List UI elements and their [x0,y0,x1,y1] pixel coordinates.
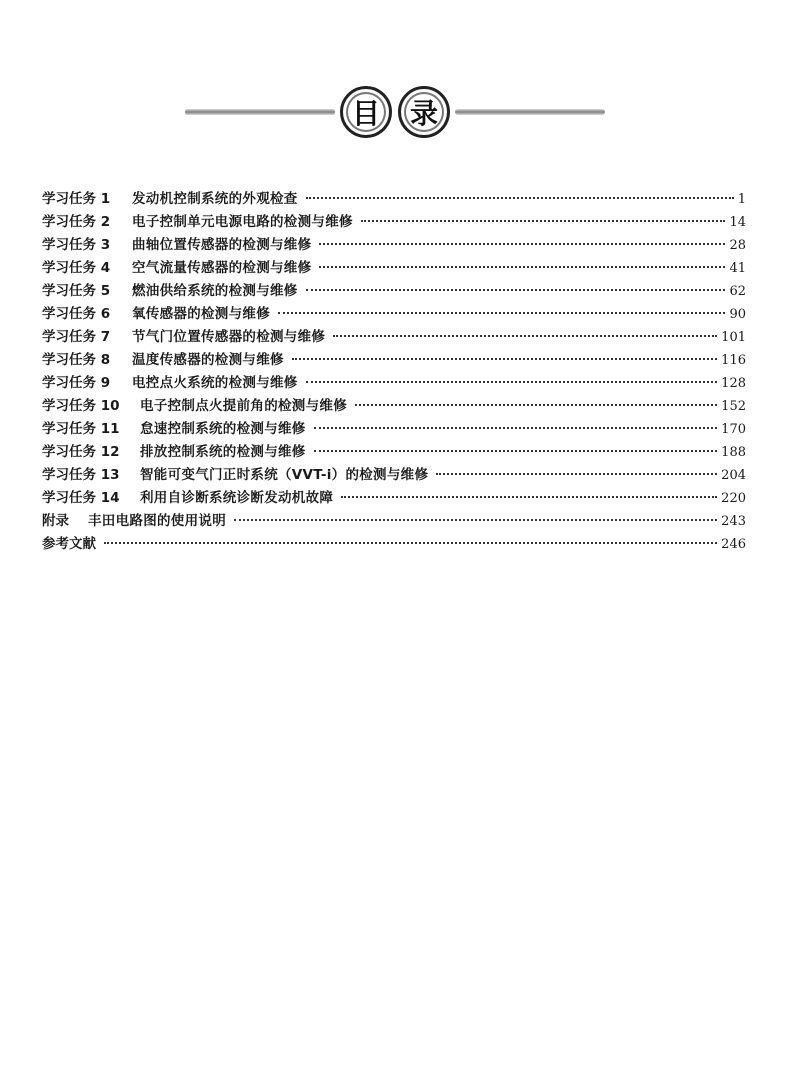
entry-page-number: 1 [737,192,746,207]
toc-entry[interactable] [42,349,746,372]
dot-leader [314,450,718,452]
entry-label: 学习任务 13 [42,467,120,483]
entry-page-number: 220 [721,491,746,506]
toc-entry[interactable] [42,188,746,211]
toc-entry[interactable] [42,533,746,556]
entry-title: 电子控制单元电源电路的检测与维修 [132,214,353,230]
entry-page-number: 188 [721,445,746,460]
entry-title: 节气门位置传感器的检测与维修 [132,329,326,345]
entry-title: 曲轴位置传感器的检测与维修 [132,237,312,253]
entry-page-number: 128 [721,376,746,391]
entry-label: 学习任务 14 [42,490,120,506]
entry-label: 学习任务 8 [42,352,111,368]
entry-title: 空气流量传感器的检测与维修 [132,260,312,276]
dot-leader [314,427,718,429]
toc-list [42,188,746,556]
dot-leader [306,381,718,383]
entry-page-number: 243 [721,514,746,529]
entry-title: 怠速控制系统的检测与维修 [140,421,306,437]
header-rule-right [455,109,605,115]
entry-label: 参考文献 [42,536,96,552]
entry-title: 燃油供给系统的检测与维修 [132,283,298,299]
toc-entry[interactable] [42,464,746,487]
entry-label: 学习任务 4 [42,260,111,276]
entry-label: 学习任务 12 [42,444,120,460]
dot-leader [278,312,725,314]
entry-title: 丰田电路图的使用说明 [88,513,226,529]
entry-label: 附录 [42,513,69,529]
dot-leader [355,404,717,406]
entry-page-number: 62 [729,284,746,299]
toc-entry[interactable] [42,510,746,533]
toc-entry[interactable] [42,395,746,418]
entry-label: 学习任务 10 [42,398,120,414]
dot-leader [104,542,717,544]
entry-page-number: 152 [721,399,746,414]
entry-page-number: 41 [729,261,746,276]
entry-title: 电控点火系统的检测与维修 [132,375,298,391]
toc-entry[interactable] [42,211,746,234]
entry-title: 智能可变气门正时系统（VVT-i）的检测与维修 [140,467,429,483]
dot-leader [319,243,725,245]
entry-label: 学习任务 3 [42,237,111,253]
entry-title: 发动机控制系统的外观检查 [132,191,298,207]
title-char-badge: 录 [398,86,450,138]
toc-header [0,78,790,148]
dot-leader [333,335,717,337]
entry-label: 学习任务 2 [42,214,111,230]
toc-entry[interactable] [42,280,746,303]
toc-entry[interactable] [42,372,746,395]
entry-page-number: 246 [721,537,746,552]
entry-label: 学习任务 6 [42,306,111,322]
toc-entry[interactable] [42,418,746,441]
entry-title: 利用自诊断系统诊断发动机故障 [140,490,334,506]
toc-entry[interactable] [42,303,746,326]
entry-page-number: 28 [729,238,746,253]
entry-title: 氧传感器的检测与维修 [132,306,270,322]
dot-leader [436,473,717,475]
entry-label: 学习任务 7 [42,329,111,345]
dot-leader [361,220,726,222]
entry-page-number: 101 [721,330,746,345]
title-char-badge: 目 [340,86,392,138]
toc-entry[interactable] [42,487,746,510]
entry-page-number: 90 [729,307,746,322]
dot-leader [319,266,725,268]
entry-title: 温度传感器的检测与维修 [132,352,284,368]
dot-leader [292,358,717,360]
entry-page-number: 14 [729,215,746,230]
dot-leader [306,289,726,291]
entry-label: 学习任务 9 [42,375,111,391]
toc-entry[interactable] [42,441,746,464]
entry-page-number: 204 [721,468,746,483]
dot-leader [341,496,717,498]
toc-entry[interactable] [42,326,746,349]
entry-label: 学习任务 11 [42,421,120,437]
dot-leader [234,519,717,521]
entry-title: 排放控制系统的检测与维修 [140,444,306,460]
header-rule-left [185,109,335,115]
entry-title: 电子控制点火提前角的检测与维修 [140,398,347,414]
toc-entry[interactable] [42,257,746,280]
entry-label: 学习任务 1 [42,191,111,207]
dot-leader [306,197,734,199]
toc-entry[interactable] [42,234,746,257]
entry-page-number: 116 [721,353,746,368]
entry-label: 学习任务 5 [42,283,111,299]
entry-page-number: 170 [721,422,746,437]
